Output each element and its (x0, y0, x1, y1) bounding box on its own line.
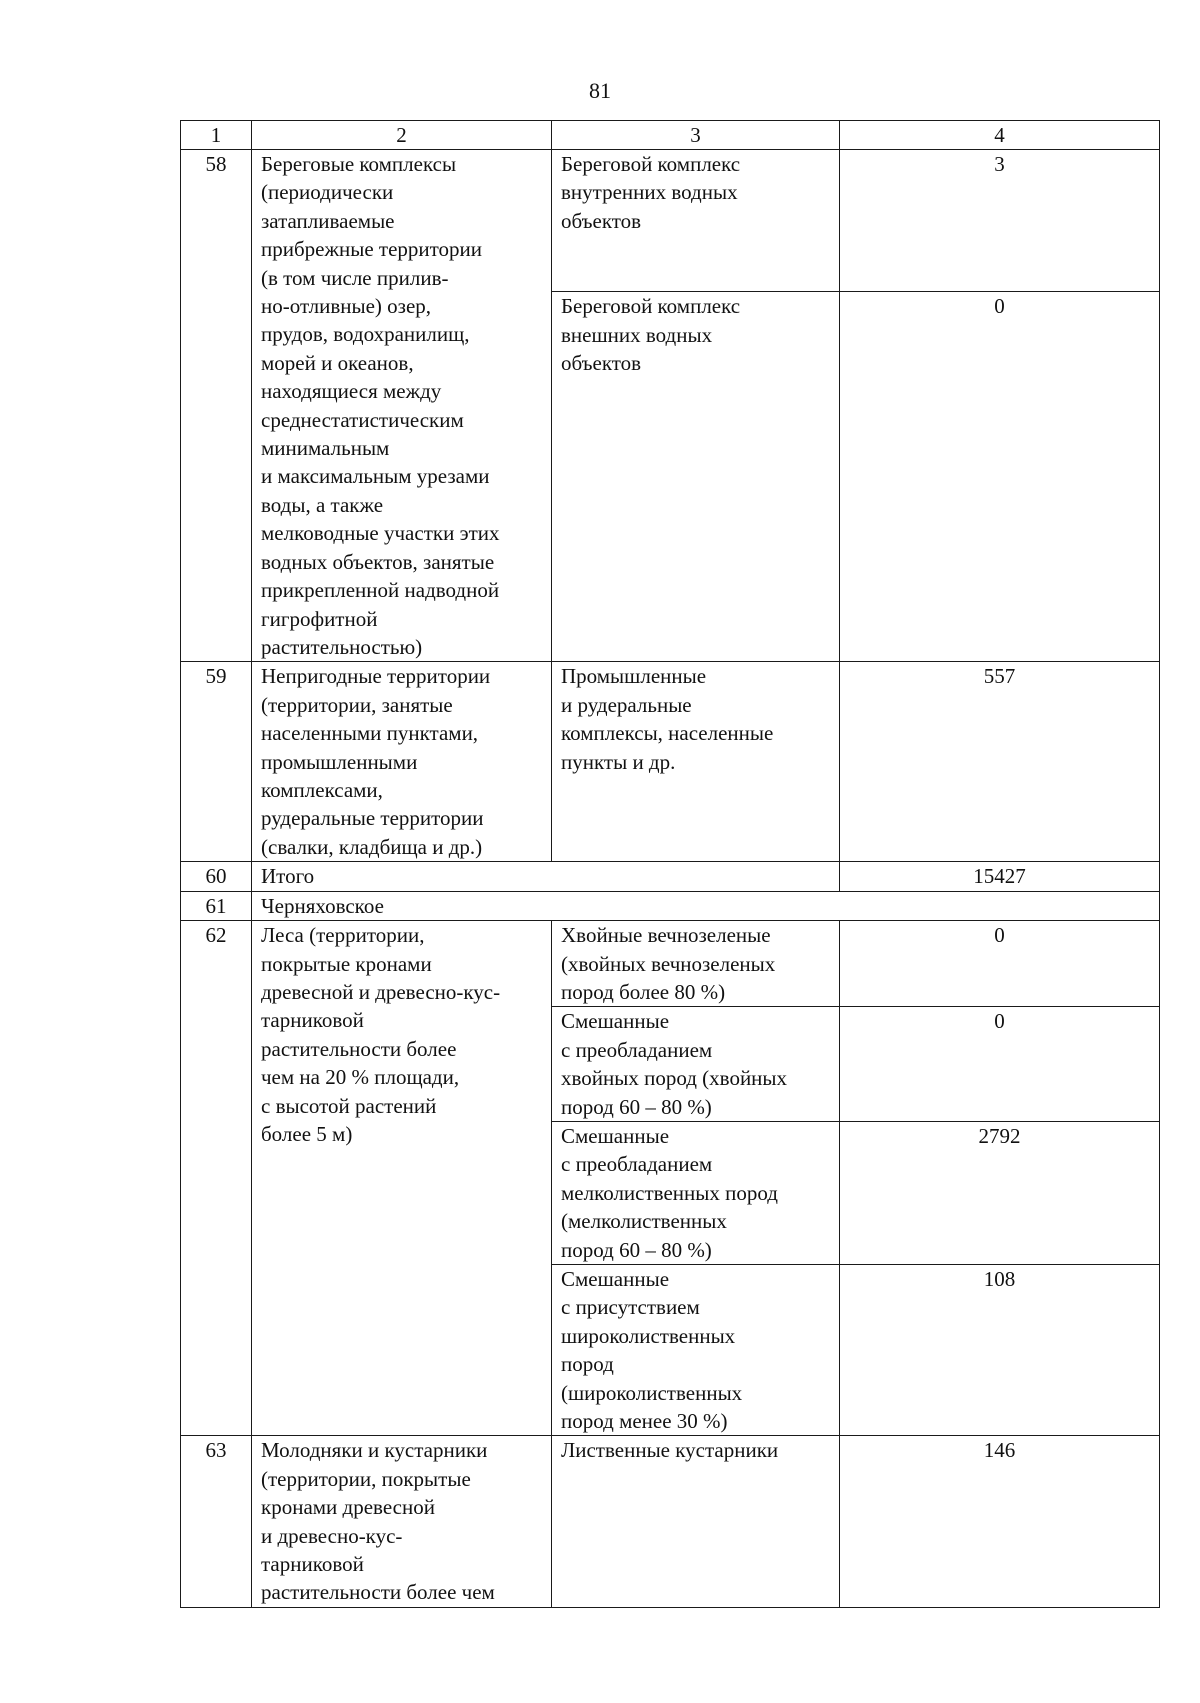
land-type: Хвойные вечнозеленые (хвойных вечнозеленых пород более 80 %) (552, 921, 840, 1007)
table-row (181, 1436, 1160, 1608)
row-number: 60 (181, 862, 252, 891)
table-row (181, 862, 1160, 891)
row-number: 61 (181, 891, 252, 920)
row-number: 63 (181, 1436, 252, 1608)
header-col-4: 4 (840, 121, 1160, 150)
area-value: 108 (840, 1265, 1160, 1436)
land-type: Смешанные с преобладанием хвойных пород (хвойных пород 60 – 80 %) (552, 1007, 840, 1122)
row-number: 58 (181, 150, 252, 662)
row-number: 59 (181, 662, 252, 862)
area-value: 0 (840, 292, 1160, 662)
header-col-1: 1 (181, 121, 252, 150)
area-value: 146 (840, 1436, 1160, 1608)
land-category: Леса (территории, покрытые кронами древесной и древесно-кус- тарниковой растительности более чем на 20 % площади, с высотой растений более 5 м) (252, 921, 552, 1436)
land-type: Промышленные и рудеральные комплексы, населенные пункты и др. (552, 662, 840, 862)
total-value: 15427 (840, 862, 1160, 891)
land-type: Лиственные кустарники (552, 1436, 840, 1608)
page-number: 81 (589, 78, 611, 103)
table-row (181, 921, 1160, 1007)
area-value: 557 (840, 662, 1160, 862)
area-value: 2792 (840, 1121, 1160, 1264)
header-col-2: 2 (252, 121, 552, 150)
table-row (181, 150, 1160, 292)
area-value: 0 (840, 921, 1160, 1007)
row-number: 62 (181, 921, 252, 1436)
land-category: Молодняки и кустарники (территории, покрытые кронами древесной и древесно-кус- тарниковой растительности более чем (252, 1436, 552, 1608)
table-row (181, 662, 1160, 862)
total-label: Итого (252, 862, 840, 891)
land-category: Непригодные территории (территории, занятые населенными пунктами, промышленными комплексами, рудеральные территории (свалки, кладбища и др.) (252, 662, 552, 862)
land-category: Береговые комплексы (периодически затапливаемые прибрежные территории (в том числе прилив- но-отливные) озер, прудов, водохранилищ, морей и океанов, находящиеся между среднестатистическим минимальным и максимальным урезами воды, а также мелководные участки этих водных объектов, занятые прикрепленной надводной гигрофитной растительностью) (252, 150, 552, 662)
land-type: Береговой комплекс внутренних водных объектов (552, 150, 840, 292)
land-type: Береговой комплекс внешних водных объектов (552, 292, 840, 662)
land-type: Смешанные с преобладанием мелколиственных пород (мелколиственных пород 60 – 80 %) (552, 1121, 840, 1264)
header-col-3: 3 (552, 121, 840, 150)
table-header-row (181, 121, 1160, 150)
area-value: 3 (840, 150, 1160, 292)
area-value: 0 (840, 1007, 1160, 1122)
land-cover-table (180, 120, 1160, 1608)
table-row (181, 891, 1160, 920)
district-name: Черняховское (252, 891, 1160, 920)
land-type: Смешанные с присутствием широколиственных пород (широколиственных пород менее 30 %) (552, 1265, 840, 1436)
